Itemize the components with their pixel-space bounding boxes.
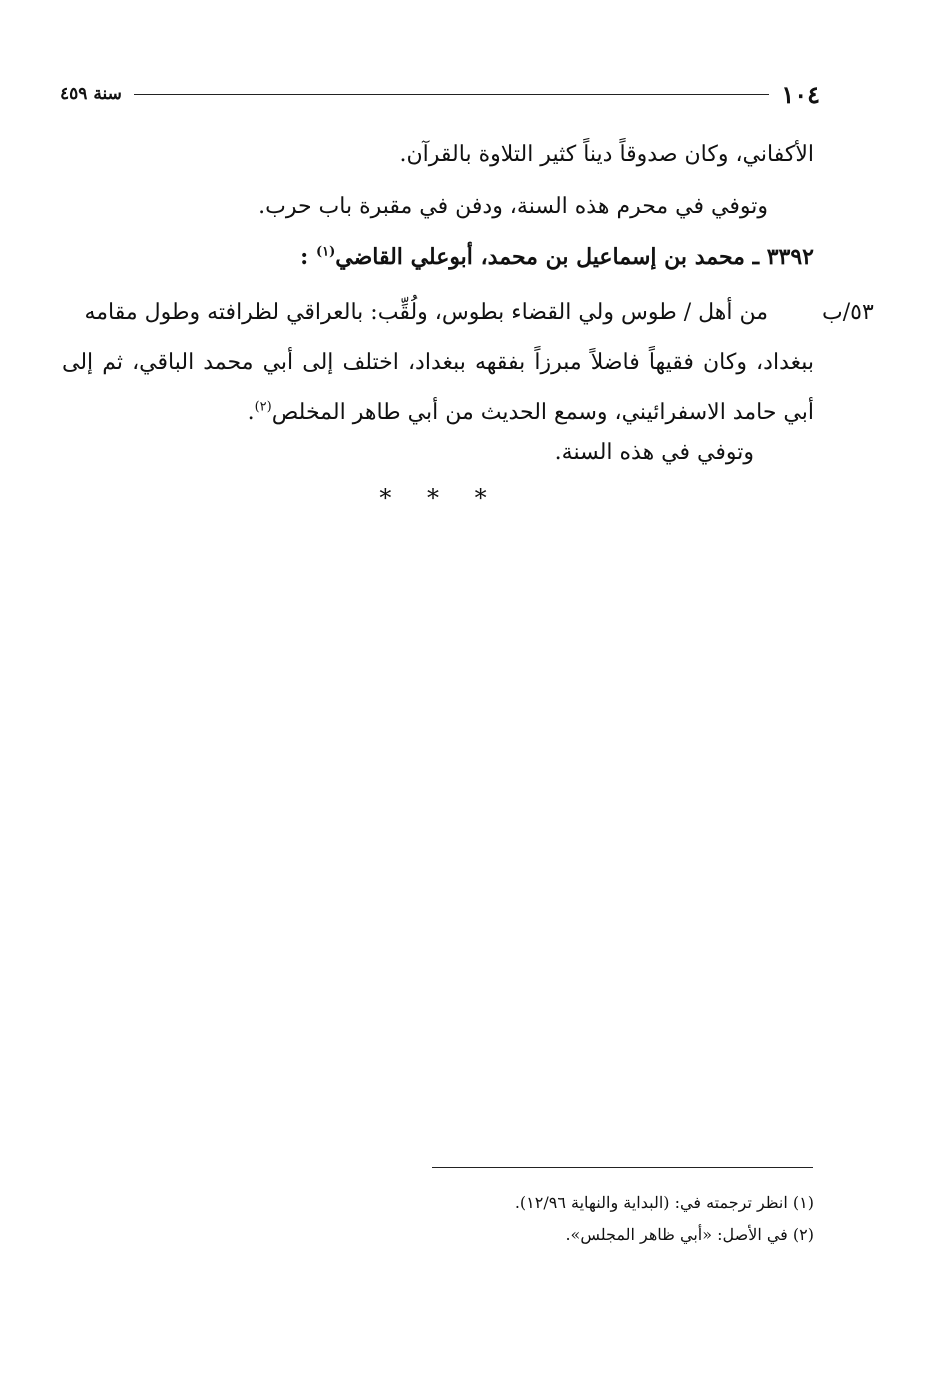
footnote-rule	[432, 1167, 813, 1168]
entry-title-colon: :	[300, 244, 309, 270]
text-line-last: وتوفي في هذه السنة.	[554, 440, 754, 465]
footnote-2: (٢) في الأصل: «أبي ظاهر المجلس».	[565, 1225, 814, 1244]
header-rule	[134, 94, 770, 95]
year-label: سنة ٤٥٩	[60, 84, 122, 104]
footnote-1: (١) انظر ترجمته في: (البداية والنهاية ١٢/٩٦).	[514, 1193, 814, 1212]
entry-title	[300, 240, 814, 274]
entry-title-text: ٣٣٩٢ ـ محمد بن إسماعيل بن محمد، أبوعلي القاضي	[335, 244, 814, 270]
para-line-3	[248, 396, 814, 430]
page-header	[60, 74, 820, 114]
margin-folio-ref: ٥٣/ب	[822, 300, 874, 325]
footnote-ref-2: (٢)	[254, 399, 272, 415]
section-separator: * * *	[379, 484, 501, 512]
para-line-2: ببغداد، وكان فقيهاً فاضلاً مبرزاً بفقهه ببغداد، اختلف إلى أبي محمد الباقي، ثم إلى	[62, 350, 814, 375]
para-line-3-end: .	[247, 400, 255, 425]
para-line-3-text: أبي حامد الاسفرائيني، وسمع الحديث من أبي طاهر المخلص	[271, 400, 814, 425]
text-line-1: الأكفاني، وكان صدوقاً ديناً كثير التلاوة بالقرآن.	[399, 142, 814, 167]
page-number: ١٠٤	[781, 79, 820, 109]
text-line-2: وتوفي في محرم هذه السنة، ودفن في مقبرة باب حرب.	[258, 194, 768, 219]
para-line-1: من أهل / طوس ولي القضاء بطوس، ولُقِّب: بالعراقي لظرافته وطول مقامه	[84, 300, 768, 325]
footnote-ref-1: (١)	[315, 244, 336, 260]
